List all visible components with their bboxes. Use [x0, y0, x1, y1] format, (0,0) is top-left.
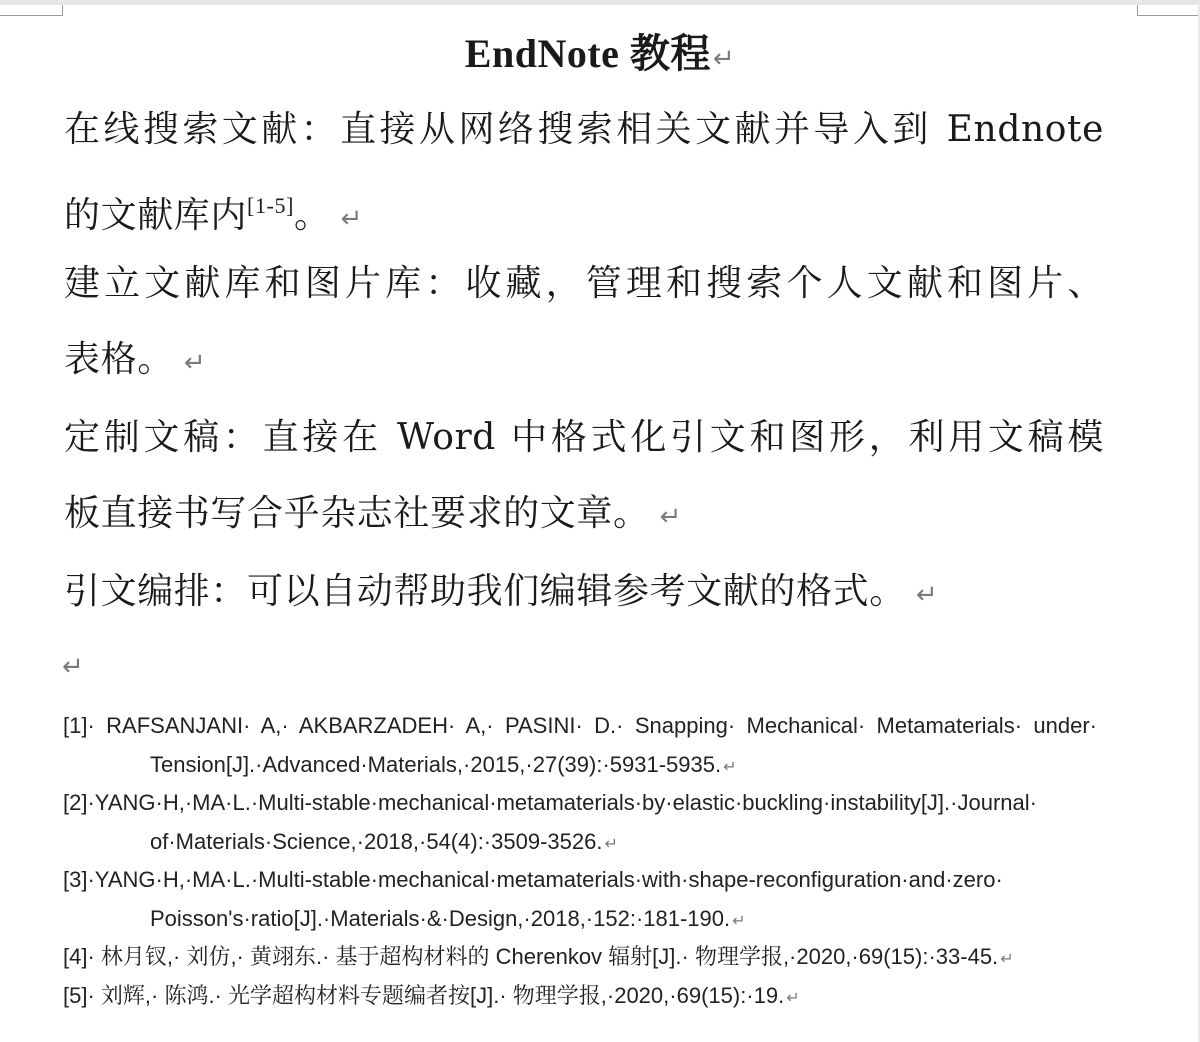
- reference-text: Poisson's·ratio[J].·Materials·&·Design,·2018,·152:·181-190.: [150, 906, 731, 931]
- reference-3-line-2[interactable]: [150, 900, 1097, 940]
- body-paragraph-1-line-1[interactable]: 在线搜索文献：直接从网络搜索相关文献并导入到 Endnote: [64, 109, 1104, 150]
- citation-superscript[interactable]: [1-5]: [247, 193, 294, 218]
- body-paragraph-3-line-2[interactable]: [64, 484, 1104, 544]
- document-title[interactable]: [0, 28, 1200, 85]
- reference-2-line-2[interactable]: [150, 823, 1097, 863]
- paragraph-mark-icon: ↵: [1000, 949, 1014, 968]
- paragraph-mark-icon: ↵: [604, 834, 618, 853]
- reference-text: Tension[J].·Advanced·Materials,·2015,·27(39):·5931-5935.: [150, 752, 722, 777]
- page-top-edge: [0, 0, 1200, 5]
- document-title-text: EndNote 教程: [464, 31, 711, 76]
- paragraph-mark-icon: ↵: [786, 988, 800, 1007]
- reference-2-line-1[interactable]: [2]·YANG·H,·MA·L.·Multi-stable·mechanical·metamaterials·by·elastic·buckling·instability[J].·Journal·: [63, 790, 1037, 815]
- body-text: 。: [294, 195, 331, 236]
- body-paragraph-4-line-1[interactable]: [64, 562, 1104, 622]
- paragraph-mark-icon: ↵: [712, 44, 736, 74]
- paragraph-mark-icon: ↵: [915, 580, 939, 610]
- reference-text: [5]· 刘辉,· 陈鸿.· 光学超构材料专题编者按[J].· 物理学报,·2020,·69(15):·19.: [63, 983, 785, 1008]
- reference-3-line-1[interactable]: [3]·YANG·H,·MA·L.·Multi-stable·mechanical·metamaterials·with·shape-reconfiguration·and·zero·: [63, 867, 1003, 892]
- paragraph-mark-icon: ↵: [723, 757, 737, 776]
- body-text: 引文编排：可以自动帮助我们编辑参考文献的格式。: [64, 571, 906, 612]
- body-paragraph-2-line-2[interactable]: [64, 330, 1104, 390]
- body-text: 的文献库内: [64, 195, 248, 236]
- reference-1-line-2[interactable]: [150, 746, 1097, 786]
- body-text: 表格。: [64, 339, 174, 380]
- paragraph-mark-icon: ↵: [183, 348, 207, 378]
- reference-text: [4]· 林月钗,· 刘仿,· 黄翊东.· 基于超构材料的 Cherenkov 辐射[J].· 物理学报,·2020,·69(15):·33-45.: [63, 944, 999, 969]
- margin-corner-top-left: [0, 5, 63, 16]
- body-paragraph-2-line-1[interactable]: 建立文献库和图片库：收藏，管理和搜索个人文献和图片、: [64, 263, 1104, 304]
- body-paragraph-3-line-1[interactable]: 定制文稿：直接在 Word 中格式化引文和图形，利用文稿模: [64, 417, 1104, 458]
- body-text: 板直接书写合乎杂志社要求的文章。: [64, 493, 650, 534]
- reference-text: of·Materials·Science,·2018,·54(4):·3509-3526.: [150, 829, 603, 854]
- empty-paragraph-mark-icon[interactable]: ↵: [62, 652, 84, 682]
- reference-5-line-1[interactable]: [63, 977, 1097, 1017]
- reference-1-line-1[interactable]: [1]· RAFSANJANI· A,· AKBARZADEH· A,· PASINI· D.· Snapping· Mechanical· Metamaterials· under·: [63, 713, 1097, 738]
- paragraph-mark-icon: ↵: [340, 204, 363, 234]
- body-paragraph-1-line-2[interactable]: [64, 176, 1104, 236]
- paragraph-mark-icon: ↵: [732, 911, 746, 930]
- margin-corner-top-right: [1137, 5, 1200, 16]
- paragraph-mark-icon: ↵: [659, 502, 682, 532]
- reference-4-line-1[interactable]: [63, 938, 1097, 978]
